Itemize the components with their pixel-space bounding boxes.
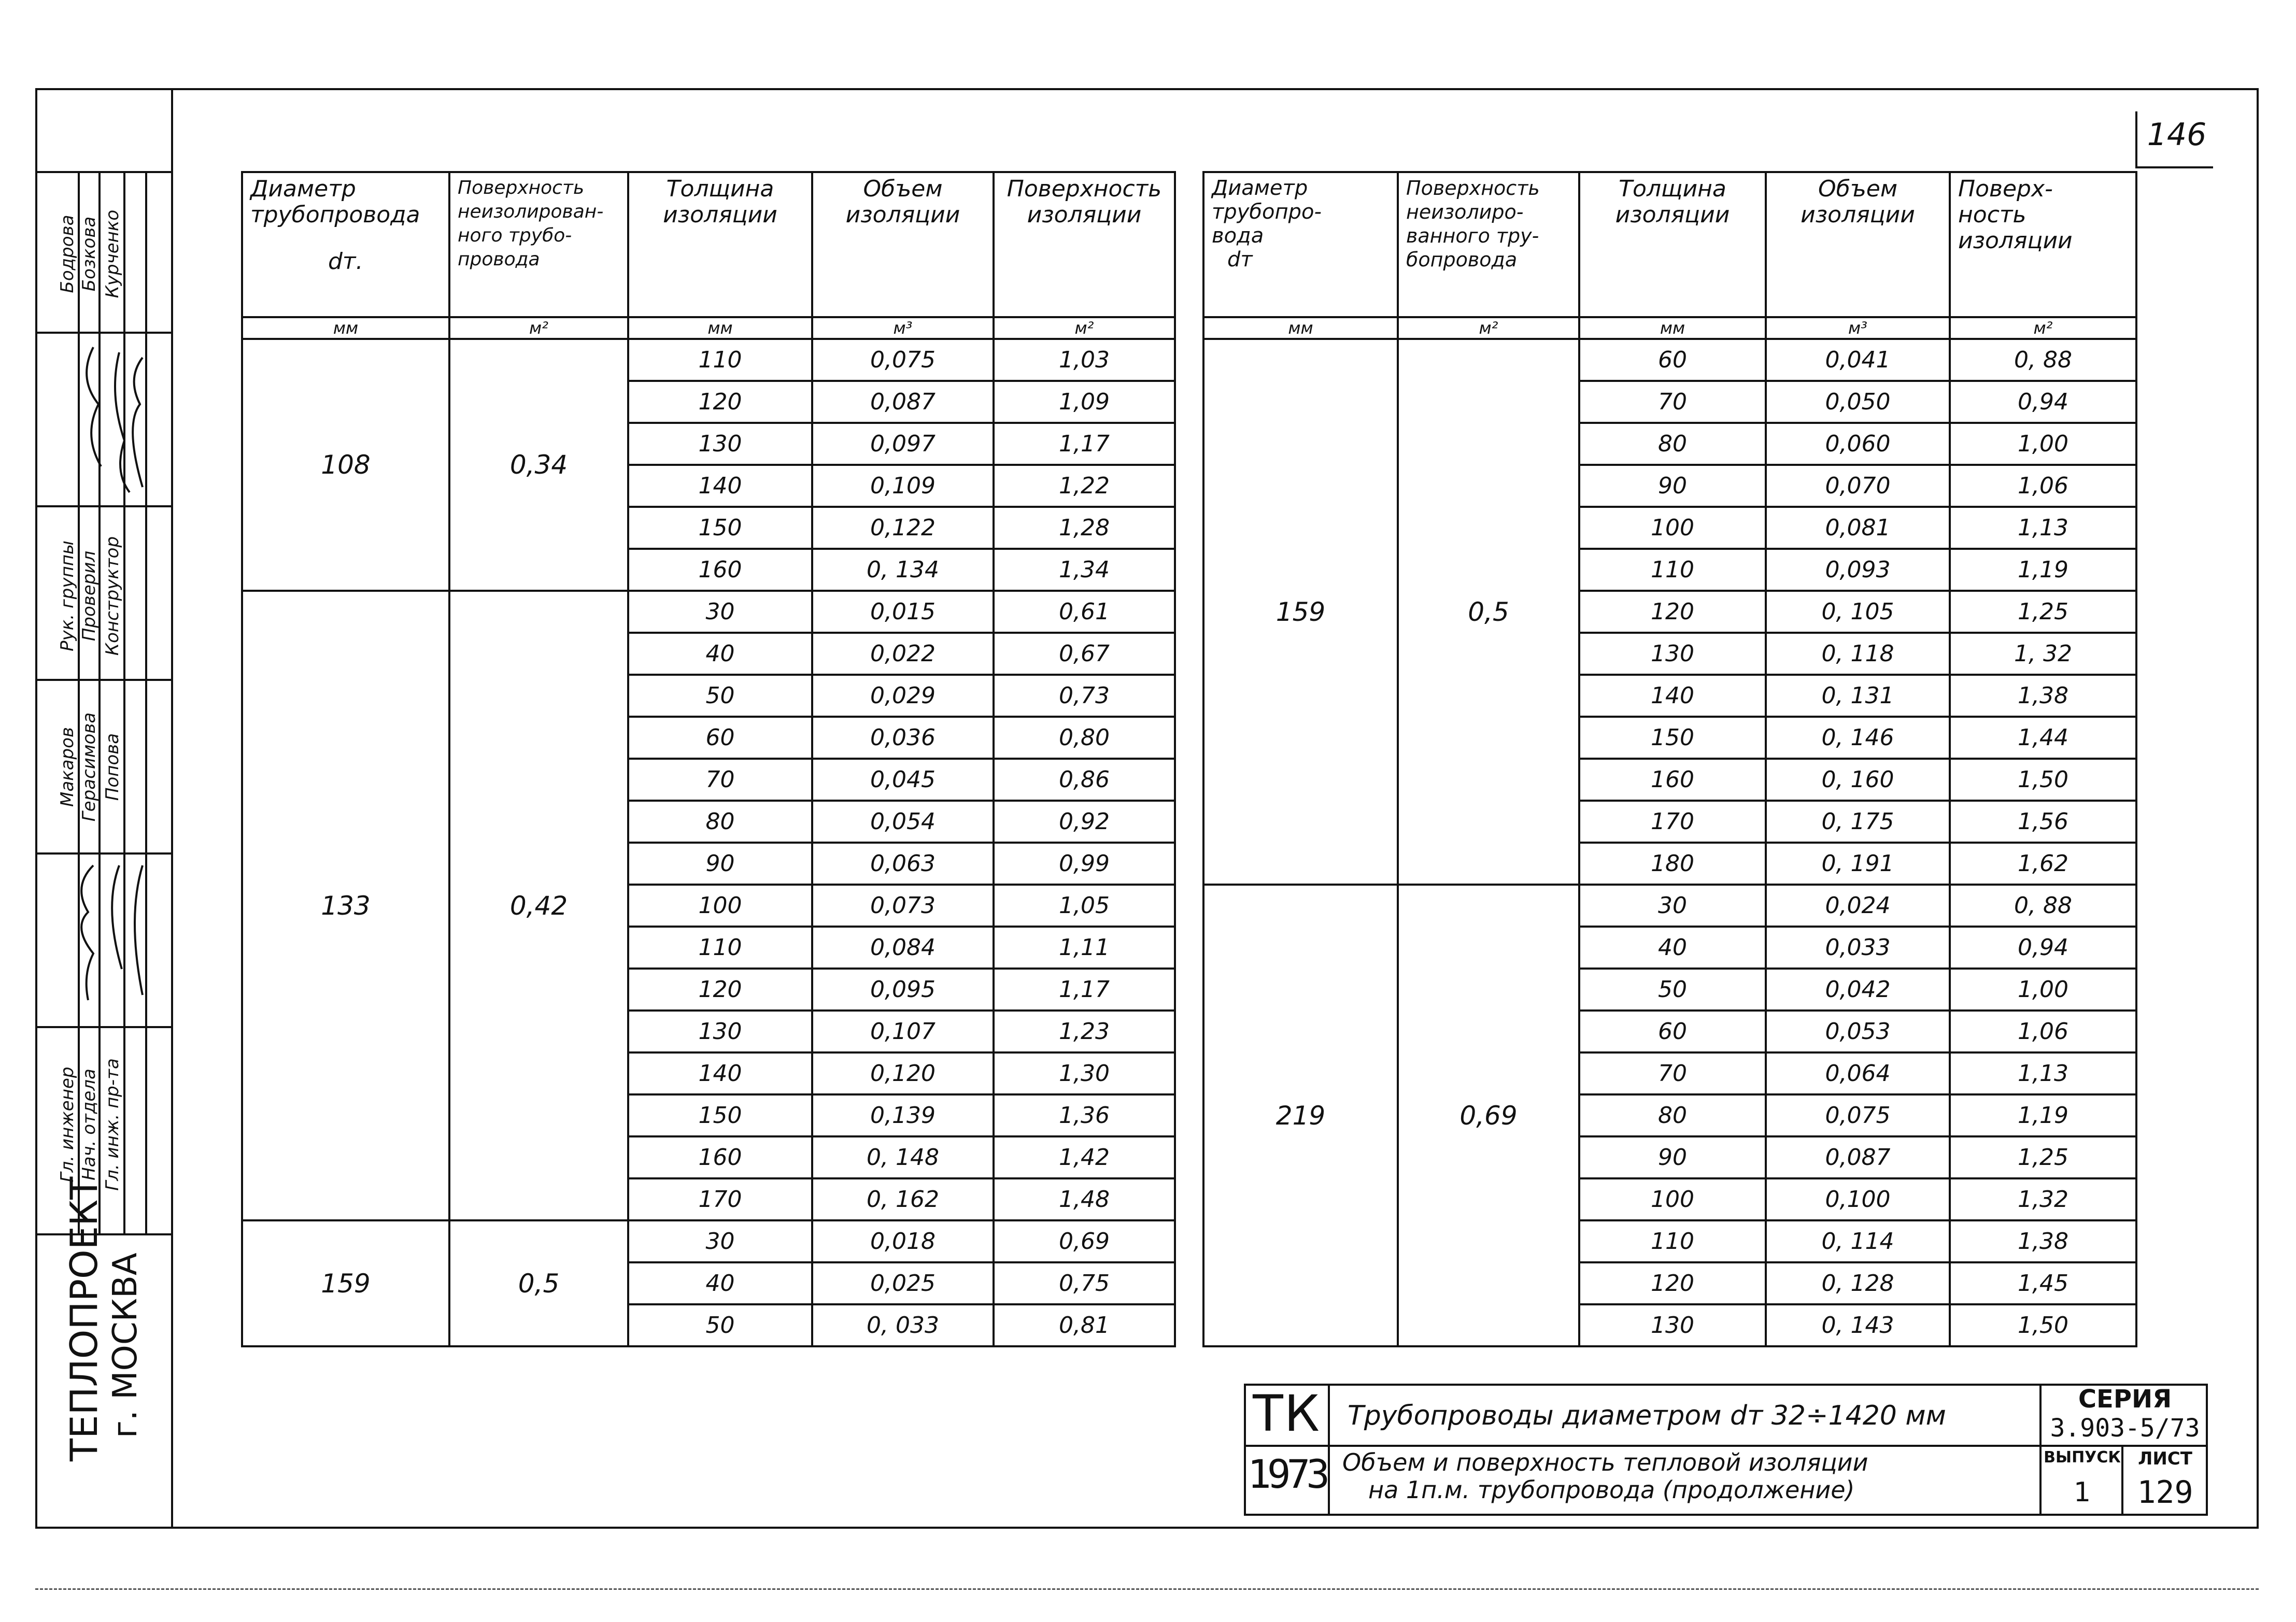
volume-cell: 0, 114 [1766, 1220, 1950, 1262]
surface-cell: 1,36 [994, 1094, 1175, 1136]
surface-cell: 1,13 [1950, 1052, 2136, 1094]
surface-cell: 0,99 [994, 843, 1175, 885]
surface-cell: 0,67 [994, 633, 1175, 675]
col-header-diameter: Диаметр трубопро- вода dт [1203, 172, 1398, 317]
surface-cell: 1,32 [1950, 1178, 2136, 1220]
thickness-cell: 160 [628, 549, 812, 591]
person-name: Бозкова [79, 216, 100, 292]
thickness-cell: 150 [1579, 717, 1766, 759]
thickness-cell: 160 [1579, 759, 1766, 801]
volume-cell: 0, 148 [812, 1136, 994, 1178]
col-header-surface-bare: Поверхность неизолиро- ванного тру- бопровода [1398, 172, 1579, 317]
surface-cell: 0,69 [994, 1220, 1175, 1262]
volume-cell: 0,122 [812, 507, 994, 549]
col-header-surface-bare: Поверхность неизолирован- ного трубо- провода [449, 172, 628, 317]
volume-cell: 0, 162 [812, 1178, 994, 1220]
sheet-subtitle-1: Объем и поверхность тепловой изоляции [1342, 1448, 1868, 1476]
volume-cell: 0,107 [812, 1011, 994, 1052]
thickness-cell: 140 [628, 1052, 812, 1094]
volume-cell: 0,063 [812, 843, 994, 885]
thickness-cell: 100 [1579, 507, 1766, 549]
volume-cell: 0, 146 [1766, 717, 1950, 759]
series-value: 3.903-5/73 [2050, 1414, 2200, 1443]
surface-cell: 1,22 [994, 465, 1175, 507]
surface-cell: 1,25 [1950, 591, 2136, 633]
thickness-cell: 90 [1579, 1136, 1766, 1178]
thickness-cell: 120 [1579, 591, 1766, 633]
volume-cell: 0,070 [1766, 465, 1950, 507]
table-row [1203, 885, 2136, 927]
volume-cell: 0,120 [812, 1052, 994, 1094]
volume-cell: 0,041 [1766, 339, 1950, 381]
thickness-cell: 100 [628, 885, 812, 927]
col-header-volume: Объем изоляции [1766, 172, 1950, 317]
col-header-surface-ins: Поверхность изоляции [994, 172, 1175, 317]
trim-line [35, 1588, 2259, 1590]
volume-cell: 0,109 [812, 465, 994, 507]
thickness-cell: 120 [628, 381, 812, 423]
surface-cell: 1,50 [1950, 759, 2136, 801]
person-name: Курченко [102, 209, 123, 298]
thickness-cell: 50 [628, 1304, 812, 1346]
thickness-cell: 100 [1579, 1178, 1766, 1220]
pipe-diameter-cell: 219 [1203, 885, 1398, 1346]
thickness-cell: 80 [1579, 423, 1766, 465]
unit-cell: мм [242, 317, 449, 339]
volume-cell: 0,100 [1766, 1178, 1950, 1220]
pipe-diameter-cell: 108 [242, 339, 449, 591]
thickness-cell: 130 [1579, 633, 1766, 675]
volume-cell: 0,025 [812, 1262, 994, 1304]
thickness-cell: 80 [628, 801, 812, 843]
thickness-cell: 40 [1579, 927, 1766, 969]
thickness-cell: 110 [1579, 1220, 1766, 1262]
thickness-cell: 150 [628, 1094, 812, 1136]
role-label: Проверил [79, 550, 100, 642]
pipe-diameter-cell: 133 [242, 591, 449, 1220]
units-row [1203, 317, 2136, 339]
bare-surface-cell: 0,69 [1398, 885, 1579, 1346]
surface-cell: 1,17 [994, 969, 1175, 1011]
person-name: Попова [102, 733, 123, 801]
thickness-cell: 130 [628, 1011, 812, 1052]
table-row [242, 339, 1175, 381]
volume-cell: 0, 191 [1766, 843, 1950, 885]
volume-cell: 0,139 [812, 1094, 994, 1136]
surface-cell: 0,80 [994, 717, 1175, 759]
volume-cell: 0,087 [1766, 1136, 1950, 1178]
unit-cell: мм [1579, 317, 1766, 339]
role-label: Конструктор [102, 536, 123, 656]
pipe-diameter-cell: 159 [1203, 339, 1398, 885]
issue-value: 1 [2073, 1477, 2091, 1508]
thickness-cell: 150 [628, 507, 812, 549]
bare-surface-cell: 0,42 [449, 591, 628, 1220]
thickness-cell: 130 [1579, 1304, 1766, 1346]
unit-cell: м² [449, 317, 628, 339]
surface-cell: 1,03 [994, 339, 1175, 381]
thickness-cell: 120 [628, 969, 812, 1011]
unit-cell: мм [628, 317, 812, 339]
role-label: Гл. инж. пр-та [102, 1058, 123, 1191]
thickness-cell: 30 [628, 1220, 812, 1262]
thickness-cell: 130 [628, 423, 812, 465]
volume-cell: 0, 105 [1766, 591, 1950, 633]
sheet-value: 129 [2137, 1474, 2193, 1511]
bare-surface-cell: 0,5 [1398, 339, 1579, 885]
sheet-number: 146 [2147, 117, 2207, 153]
thickness-cell: 50 [1579, 969, 1766, 1011]
surface-cell: 1,25 [1950, 1136, 2136, 1178]
surface-cell: 1,09 [994, 381, 1175, 423]
role-label: Гл. инженер [57, 1066, 78, 1183]
thickness-cell: 110 [628, 927, 812, 969]
role-label: Рук. группы [57, 540, 78, 651]
surface-cell: 1,28 [994, 507, 1175, 549]
series-label: СЕРИЯ [2078, 1385, 2172, 1414]
role-label: Нач. отдела [79, 1069, 100, 1180]
volume-cell: 0,050 [1766, 381, 1950, 423]
volume-cell: 0,033 [1766, 927, 1950, 969]
table-row [242, 591, 1175, 633]
volume-cell: 0,054 [812, 801, 994, 843]
thickness-cell: 110 [1579, 549, 1766, 591]
thickness-cell: 30 [628, 591, 812, 633]
thickness-cell: 40 [628, 633, 812, 675]
surface-cell: 1,06 [1950, 465, 2136, 507]
thickness-cell: 80 [1579, 1094, 1766, 1136]
person-name: Герасимова [79, 712, 100, 822]
volume-cell: 0, 128 [1766, 1262, 1950, 1304]
col-header-surface-ins: Поверх- ность изоляции [1950, 172, 2136, 317]
surface-cell: 1,45 [1950, 1262, 2136, 1304]
volume-cell: 0, 134 [812, 549, 994, 591]
unit-cell: мм [1203, 317, 1398, 339]
volume-cell: 0,097 [812, 423, 994, 465]
surface-cell: 1,44 [1950, 717, 2136, 759]
thickness-cell: 60 [628, 717, 812, 759]
thickness-cell: 90 [1579, 465, 1766, 507]
volume-cell: 0,081 [1766, 507, 1950, 549]
volume-cell: 0,022 [812, 633, 994, 675]
thickness-cell: 60 [1579, 339, 1766, 381]
volume-cell: 0, 131 [1766, 675, 1950, 717]
surface-cell: 1,62 [1950, 843, 2136, 885]
surface-cell: 1,34 [994, 549, 1175, 591]
organization-name: ТЕПЛОПРОЕКТ [62, 1176, 106, 1461]
surface-cell: 1,38 [1950, 1220, 2136, 1262]
unit-cell: м³ [812, 317, 994, 339]
sheet-title: Трубопроводы диаметром dт 32÷1420 мм [1348, 1400, 1946, 1431]
issue-label: ВЫПУСК [2044, 1448, 2121, 1467]
surface-cell: 1,38 [1950, 675, 2136, 717]
surface-cell: 1,11 [994, 927, 1175, 969]
volume-cell: 0,084 [812, 927, 994, 969]
insulation-table-left [241, 171, 1176, 1347]
surface-cell: 0,94 [1950, 381, 2136, 423]
unit-cell: м² [1398, 317, 1579, 339]
surface-cell: 1,06 [1950, 1011, 2136, 1052]
volume-cell: 0,075 [812, 339, 994, 381]
table-row [1203, 339, 2136, 381]
col-header-volume: Объем изоляции [812, 172, 994, 317]
thickness-cell: 70 [1579, 1052, 1766, 1094]
volume-cell: 0, 118 [1766, 633, 1950, 675]
volume-cell: 0, 160 [1766, 759, 1950, 801]
col-header-thickness: Толщина изоляции [628, 172, 812, 317]
table-row [242, 1220, 1175, 1262]
volume-cell: 0,036 [812, 717, 994, 759]
volume-cell: 0,015 [812, 591, 994, 633]
volume-cell: 0,087 [812, 381, 994, 423]
sheet-subtitle-2: на 1п.м. трубопровода (продолжение) [1368, 1476, 1855, 1504]
insulation-table-right [1202, 171, 2137, 1347]
surface-cell: 0,92 [994, 801, 1175, 843]
volume-cell: 0, 143 [1766, 1304, 1950, 1346]
organization-city: г. МОСКВА [106, 1253, 145, 1438]
volume-cell: 0,064 [1766, 1052, 1950, 1094]
person-name: Бодрова [57, 215, 78, 293]
volume-cell: 0, 175 [1766, 801, 1950, 843]
volume-cell: 0,018 [812, 1220, 994, 1262]
thickness-cell: 70 [1579, 381, 1766, 423]
thickness-cell: 160 [628, 1136, 812, 1178]
thickness-cell: 90 [628, 843, 812, 885]
surface-cell: 1,48 [994, 1178, 1175, 1220]
surface-cell: 0,73 [994, 675, 1175, 717]
surface-cell: 1,00 [1950, 969, 2136, 1011]
handwritten-signatures [36, 337, 145, 1021]
logo-year: 1973 [1247, 1451, 1326, 1497]
thickness-cell: 60 [1579, 1011, 1766, 1052]
thickness-cell: 50 [628, 675, 812, 717]
surface-cell: 1,23 [994, 1011, 1175, 1052]
surface-cell: 1,19 [1950, 549, 2136, 591]
volume-cell: 0,073 [812, 885, 994, 927]
surface-cell: 0,75 [994, 1262, 1175, 1304]
pipe-diameter-cell: 159 [242, 1220, 449, 1346]
unit-cell: м² [1950, 317, 2136, 339]
surface-cell: 1,50 [1950, 1304, 2136, 1346]
surface-cell: 1,19 [1950, 1094, 2136, 1136]
surface-cell: 0, 88 [1950, 885, 2136, 927]
thickness-cell: 170 [628, 1178, 812, 1220]
thickness-cell: 70 [628, 759, 812, 801]
volume-cell: 0,045 [812, 759, 994, 801]
col-header-thickness: Толщина изоляции [1579, 172, 1766, 317]
sheet-label: ЛИСТ [2138, 1448, 2192, 1469]
thickness-cell: 40 [628, 1262, 812, 1304]
volume-cell: 0,075 [1766, 1094, 1950, 1136]
surface-cell: 1,00 [1950, 423, 2136, 465]
volume-cell: 0,053 [1766, 1011, 1950, 1052]
surface-cell: 0, 88 [1950, 339, 2136, 381]
volume-cell: 0,093 [1766, 549, 1950, 591]
volume-cell: 0,060 [1766, 423, 1950, 465]
bare-surface-cell: 0,5 [449, 1220, 628, 1346]
thickness-cell: 140 [1579, 675, 1766, 717]
thickness-cell: 170 [1579, 801, 1766, 843]
unit-cell: м² [994, 317, 1175, 339]
surface-cell: 1,17 [994, 423, 1175, 465]
surface-cell: 1,56 [1950, 801, 2136, 843]
thickness-cell: 30 [1579, 885, 1766, 927]
volume-cell: 0,095 [812, 969, 994, 1011]
bare-surface-cell: 0,34 [449, 339, 628, 591]
surface-cell: 1, 32 [1950, 633, 2136, 675]
unit-cell: м³ [1766, 317, 1950, 339]
thickness-cell: 120 [1579, 1262, 1766, 1304]
thickness-cell: 110 [628, 339, 812, 381]
person-name: Макаров [57, 727, 78, 807]
surface-cell: 0,61 [994, 591, 1175, 633]
volume-cell: 0,042 [1766, 969, 1950, 1011]
volume-cell: 0,024 [1766, 885, 1950, 927]
thickness-cell: 140 [628, 465, 812, 507]
surface-cell: 1,05 [994, 885, 1175, 927]
surface-cell: 1,13 [1950, 507, 2136, 549]
surface-cell: 0,81 [994, 1304, 1175, 1346]
logo-tk: ТК [1253, 1385, 1321, 1443]
thickness-cell: 180 [1579, 843, 1766, 885]
surface-cell: 1,42 [994, 1136, 1175, 1178]
units-row [242, 317, 1175, 339]
surface-cell: 0,86 [994, 759, 1175, 801]
volume-cell: 0, 033 [812, 1304, 994, 1346]
surface-cell: 0,94 [1950, 927, 2136, 969]
col-header-diameter: Диаметр трубопровода dт. [242, 172, 449, 317]
volume-cell: 0,029 [812, 675, 994, 717]
surface-cell: 1,30 [994, 1052, 1175, 1094]
